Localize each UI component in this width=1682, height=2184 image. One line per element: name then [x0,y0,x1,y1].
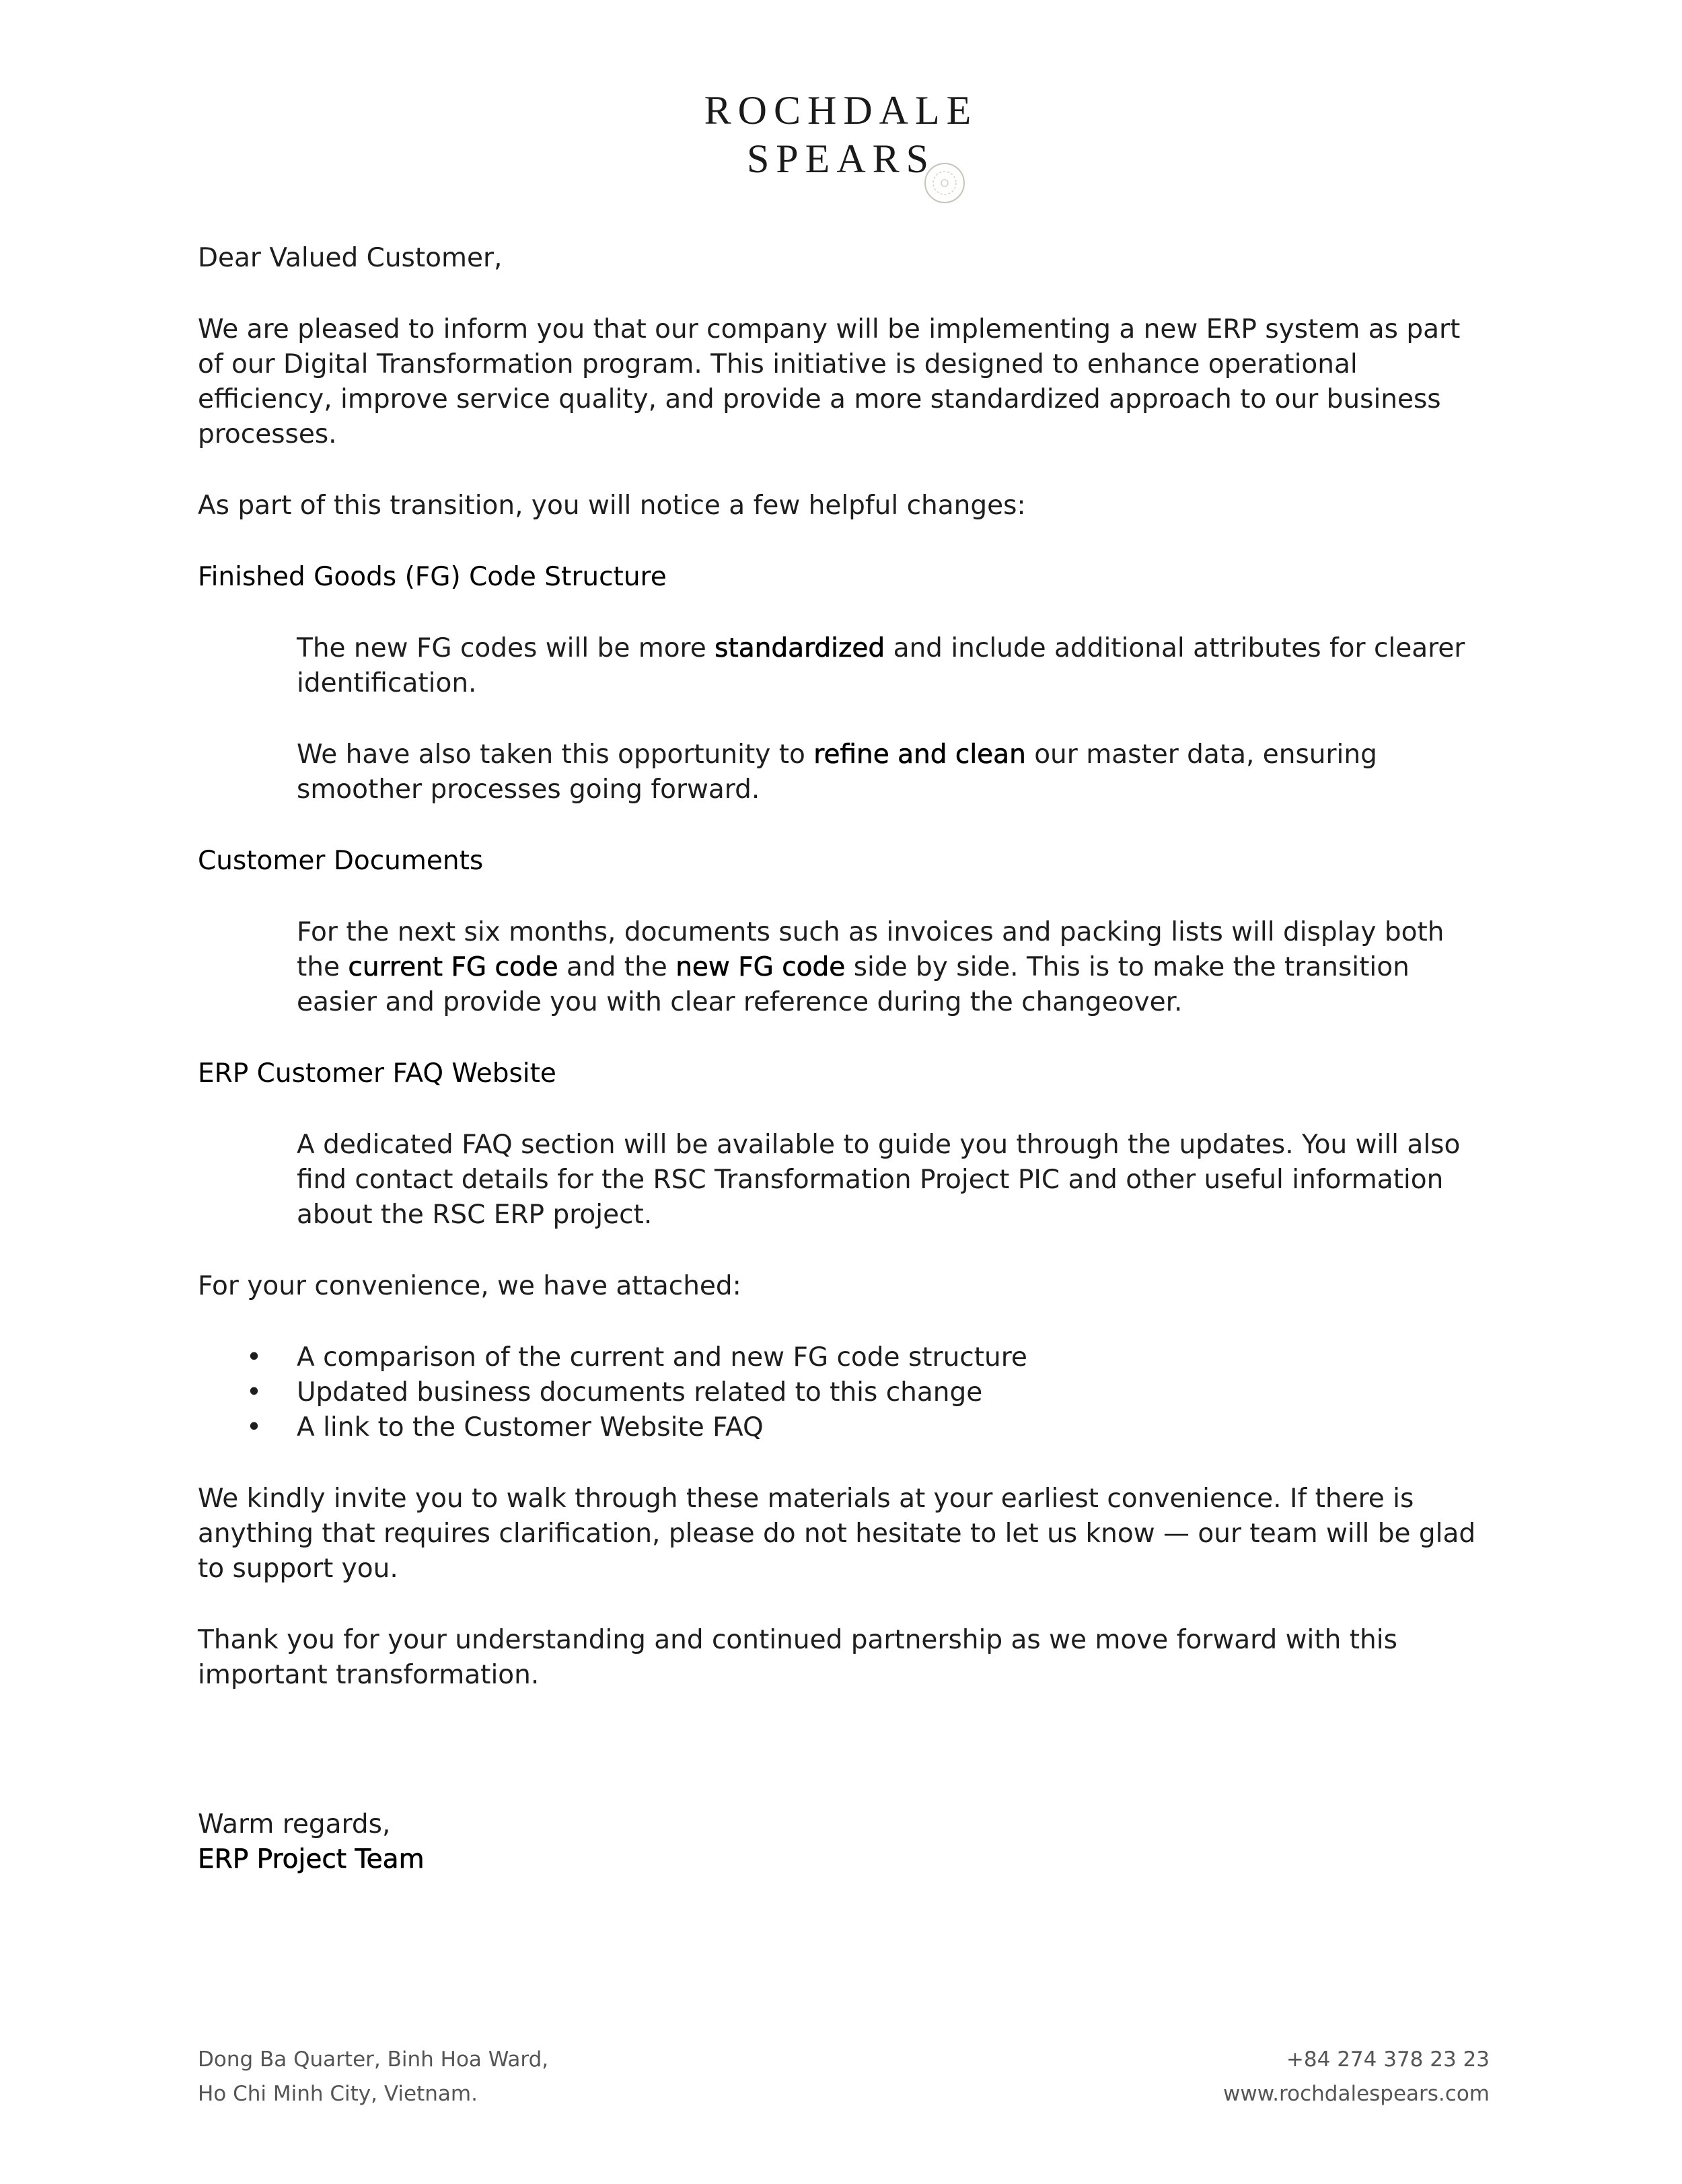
fg-code-paragraph-1 [198,631,1490,701]
invite-paragraph: We kindly invite you to walk through these materials at your earliest convenience. If there is anything that requires clarification, please do not hesitate to let us know — our team will be glad to support you. [198,1484,1476,1584]
list-item-text: Updated business documents related to this change [297,1377,983,1408]
footer-contact [1223,2043,1490,2111]
text: side by side. This is to make the transition easier and provide you with clear reference during the changeover. [297,952,1410,1017]
logo-line-2: SPEARS [746,137,936,181]
list-item [198,1410,1490,1445]
text: our master data, ensuring smoother processes going forward. [297,739,1377,805]
list-item-text: A comparison of the current and new FG code structure [297,1342,1027,1373]
list-item-text: A link to the Customer Website FAQ [297,1412,764,1443]
closing: Warm regards, [198,1809,391,1840]
text: We have also taken this opportunity to [297,739,814,770]
emphasis: current FG code [348,952,558,982]
text: and the [558,952,676,982]
intro-paragraph: We are pleased to inform you that our company will be implementing a new ERP system as part of our Digital Transformation program. This initiative is designed to enhance operational efficiency, improve service quality, and provide a more standardized approach to our business processes. [198,314,1461,449]
fg-code-paragraph-2 [198,737,1490,807]
text: The new FG codes will be more [297,633,715,663]
company-logo [0,86,1682,183]
emphasis: new FG code [675,952,846,982]
bullet-icon: • [246,1412,262,1443]
logo-line-1: ROCHDALE [704,88,978,133]
customer-docs-paragraph [198,915,1490,1020]
bullet-icon: • [246,1342,262,1373]
signature-name: ERP Project Team [198,1844,425,1874]
attachment-list [198,1340,1490,1445]
list-item [198,1340,1490,1375]
section-heading-fg-code: Finished Goods (FG) Code Structure [198,562,667,592]
address-line-2: Ho Chi Minh City, Vietnam. [198,2082,478,2106]
emphasis: refine and clean [813,739,1026,770]
text: and include additional attributes for clearer identification. [297,633,1465,698]
text: For the next six months, documents such as invoices and packing lists will display both the [297,917,1445,982]
faq-paragraph: A dedicated FAQ section will be available to guide you through the updates. You will also find contact details for the RSC Transformation Project PIC and other useful information about the RSC ERP project. [297,1130,1461,1230]
list-item [198,1375,1490,1410]
signature-block [198,1807,1490,1877]
address-line-1: Dong Ba Quarter, Binh Hoa Ward, [198,2047,549,2072]
phone-number: +84 274 378 23 23 [1286,2047,1490,2072]
transition-note: As part of this transition, you will notice a few helpful changes: [198,490,1026,521]
seal-icon [923,161,966,205]
attached-intro: For your convenience, we have attached: [198,1271,741,1301]
emphasis: standardized [715,633,885,663]
letter-body [198,241,1490,1877]
section-heading-customer-docs: Customer Documents [198,846,484,876]
website-link[interactable]: www.rochdalespears.com [1222,2082,1490,2106]
section-heading-faq: ERP Customer FAQ Website [198,1058,556,1089]
thanks-paragraph: Thank you for your understanding and continued partnership as we move forward with this important transformation. [198,1625,1397,1690]
bullet-icon: • [246,1377,262,1408]
salutation: Dear Valued Customer, [198,243,503,273]
footer-address [198,2043,548,2111]
